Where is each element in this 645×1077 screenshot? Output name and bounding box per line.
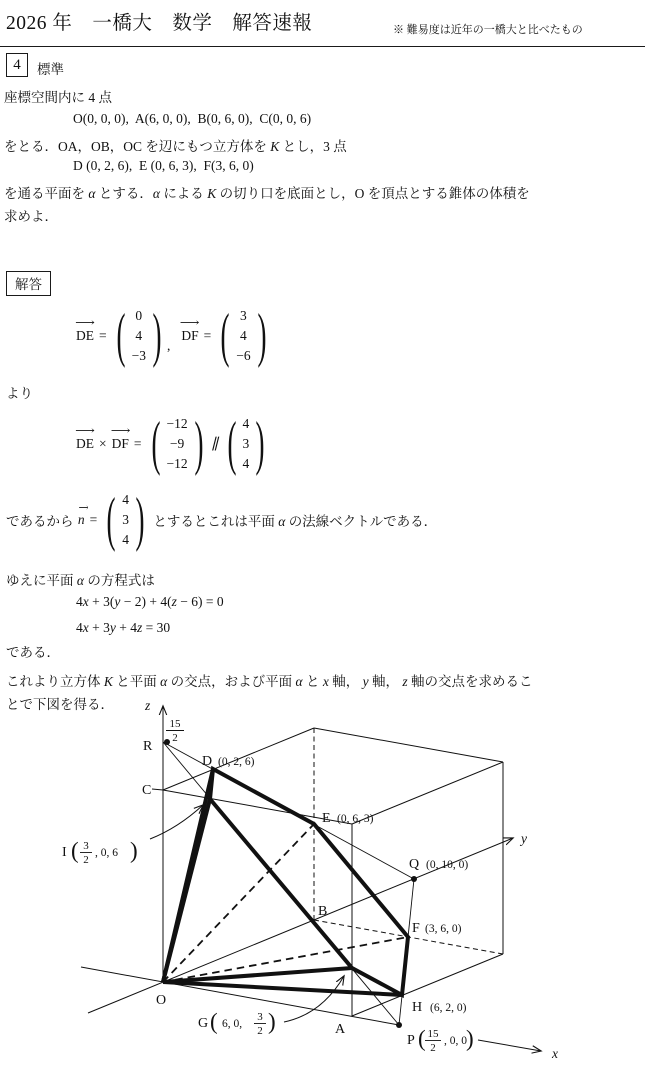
y-axis-label: y [521,831,527,846]
svg-text:): ) [466,1026,474,1051]
times-sign: × [99,436,107,451]
equation-vectors-de-df [75,302,272,369]
cross-section-hexagon [210,769,408,995]
z-axis-label: z [145,698,151,713]
vector-arrow: ⟶ [78,502,89,514]
arrow-to-G [284,976,344,1022]
vector-arrow: ⟶ [75,317,95,329]
text-yori: より [6,386,33,401]
label-I: I [62,845,67,860]
difficulty-note: ※ 難易度は近年の一橋大と比べたもの [393,24,583,36]
problem-line: を通る平面を α とする．α による K の切り口を底面とし，O を頂点とする錐体の体積を [4,186,530,201]
header-divider [0,46,645,47]
label-A: A [335,1022,346,1037]
plane-equation-1: 4x + 3(y − 2) + 4(z − 6) = 0 [76,594,224,609]
point-R-dot [164,739,170,745]
svg-text:(: ( [71,838,79,863]
vector-arrow: ⟶ [180,317,200,329]
svg-text:2: 2 [257,1025,263,1037]
normal-vector-line: であるから ⟶ n = ( 4 3 4 ) とするとこれは平面 α の法線ベクトルである． [6,486,438,553]
svg-text:(: ( [210,1009,218,1034]
problem-line: をとる．OA，OB，OC を辺にもつ立方体を K とし，3 点 [4,139,347,154]
column-vector: ( 3 4 −6 ) [220,302,267,369]
comma: , [166,338,171,353]
svg-text:2: 2 [430,1042,436,1054]
label-P: P [407,1033,415,1048]
label-Q-coord: (0, 10, 0) [426,859,469,871]
edge-O-I [163,799,210,982]
point-Q-dot [411,876,417,882]
svg-text:15: 15 [169,718,181,730]
cone-visible-edges [163,769,402,995]
svg-text:, 0, 6: , 0, 6 [95,847,118,859]
parallel-sign: ∥ [209,436,221,453]
label-R: R [143,739,153,754]
svg-text:): ) [130,838,138,863]
svg-text:2: 2 [172,732,178,744]
column-vector: ( 0 4 −3 ) [116,302,162,369]
problem-points-line: O(0, 0, 0), A(6, 0, 0), B(0, 6, 0), C(0, 0, 6) [73,111,312,126]
label-B: B [318,904,328,919]
plane-equation-2: 4x + 3y + 4z = 30 [76,620,171,635]
svg-text:3: 3 [257,1011,263,1023]
equals-sign: = [133,436,142,451]
label-I-group [62,838,138,866]
text-closing: これより立方体 K と平面 α の交点，および平面 α と x 軸， y 軸， z 軸の交点を求めるこ [6,674,533,689]
figure-container [0,688,645,1077]
point-P-dot [396,1022,402,1028]
C-tick [152,789,163,790]
vector-n: ⟶ n [77,502,89,527]
label-E-coord: (0, 6, 3) [337,813,374,825]
vector-DF: ⟶ DF [180,328,199,344]
vector-DE: ⟶ DE [75,436,95,452]
label-D-coord: (0, 2, 6) [218,756,255,768]
problem-line: 座標空間内に 4 点 [4,90,112,105]
label-F-coord: (3, 6, 0) [425,923,462,935]
equation-cross-product [75,410,270,477]
vector-DF: ⟶ DF [111,436,130,452]
text-dearu: である． [6,645,60,660]
svg-text:3: 3 [83,840,89,852]
svg-text:, 0, 0: , 0, 0 [444,1035,467,1047]
coordinate-axes [81,706,541,1051]
edge-BC-ABC [314,728,503,762]
svg-text:6, 0,: 6, 0, [222,1018,243,1030]
x-axis-label: x [552,1046,558,1061]
equals-sign: = [99,328,107,343]
label-P-group [407,1026,474,1054]
svg-text:15: 15 [427,1028,439,1040]
svg-text:2: 2 [83,854,89,866]
text-closing-2: とで下図を得る． [6,697,114,712]
edge-ABC-AC [352,762,503,824]
text-yueni: ゆえに平面 α の方程式は [6,573,155,588]
vector-arrow: ⟶ [75,425,95,437]
label-D: D [202,754,213,769]
arrow-to-I [150,805,203,839]
answer-section-label: 解答 [6,271,51,296]
label-G-group [198,1009,276,1037]
problem-def-points-line: D (0, 2, 6), E (0, 6, 3), F(3, 6, 0) [73,158,254,173]
cone-hidden-edges [163,824,408,982]
label-O: O [156,993,167,1008]
vector-DE: ⟶ DE [75,328,95,344]
label-Q: Q [409,857,420,872]
svg-text:(: ( [418,1026,426,1051]
edge-A-AB [352,954,503,1016]
vector-arrow: ⟶ [110,425,131,437]
label-E: E [322,811,331,826]
column-vector: ( −12 −9 −12 ) [151,410,204,477]
label-H-coord: (6, 2, 0) [430,1002,467,1014]
svg-text:): ) [268,1009,276,1034]
x-axis-arrow-segment [478,1040,541,1051]
label-H: H [412,1000,423,1015]
problem-difficulty: 標準 [37,62,64,77]
equals-sign: = [89,512,98,527]
problem-line: 求めよ． [4,209,58,224]
label-G: G [198,1016,209,1031]
equals-sign: = [203,328,212,343]
label-C: C [142,783,152,798]
cube-hidden-edges [314,728,503,954]
column-vector: ( 4 3 4 ) [106,486,145,553]
page-title: 2026 年 一橋大 数学 解答速報 [6,13,313,34]
cube-plane-figure [0,688,645,1077]
label-F: F [412,921,420,936]
problem-number-box: 4 [6,53,28,77]
column-vector: ( 4 3 4 ) [227,410,265,477]
